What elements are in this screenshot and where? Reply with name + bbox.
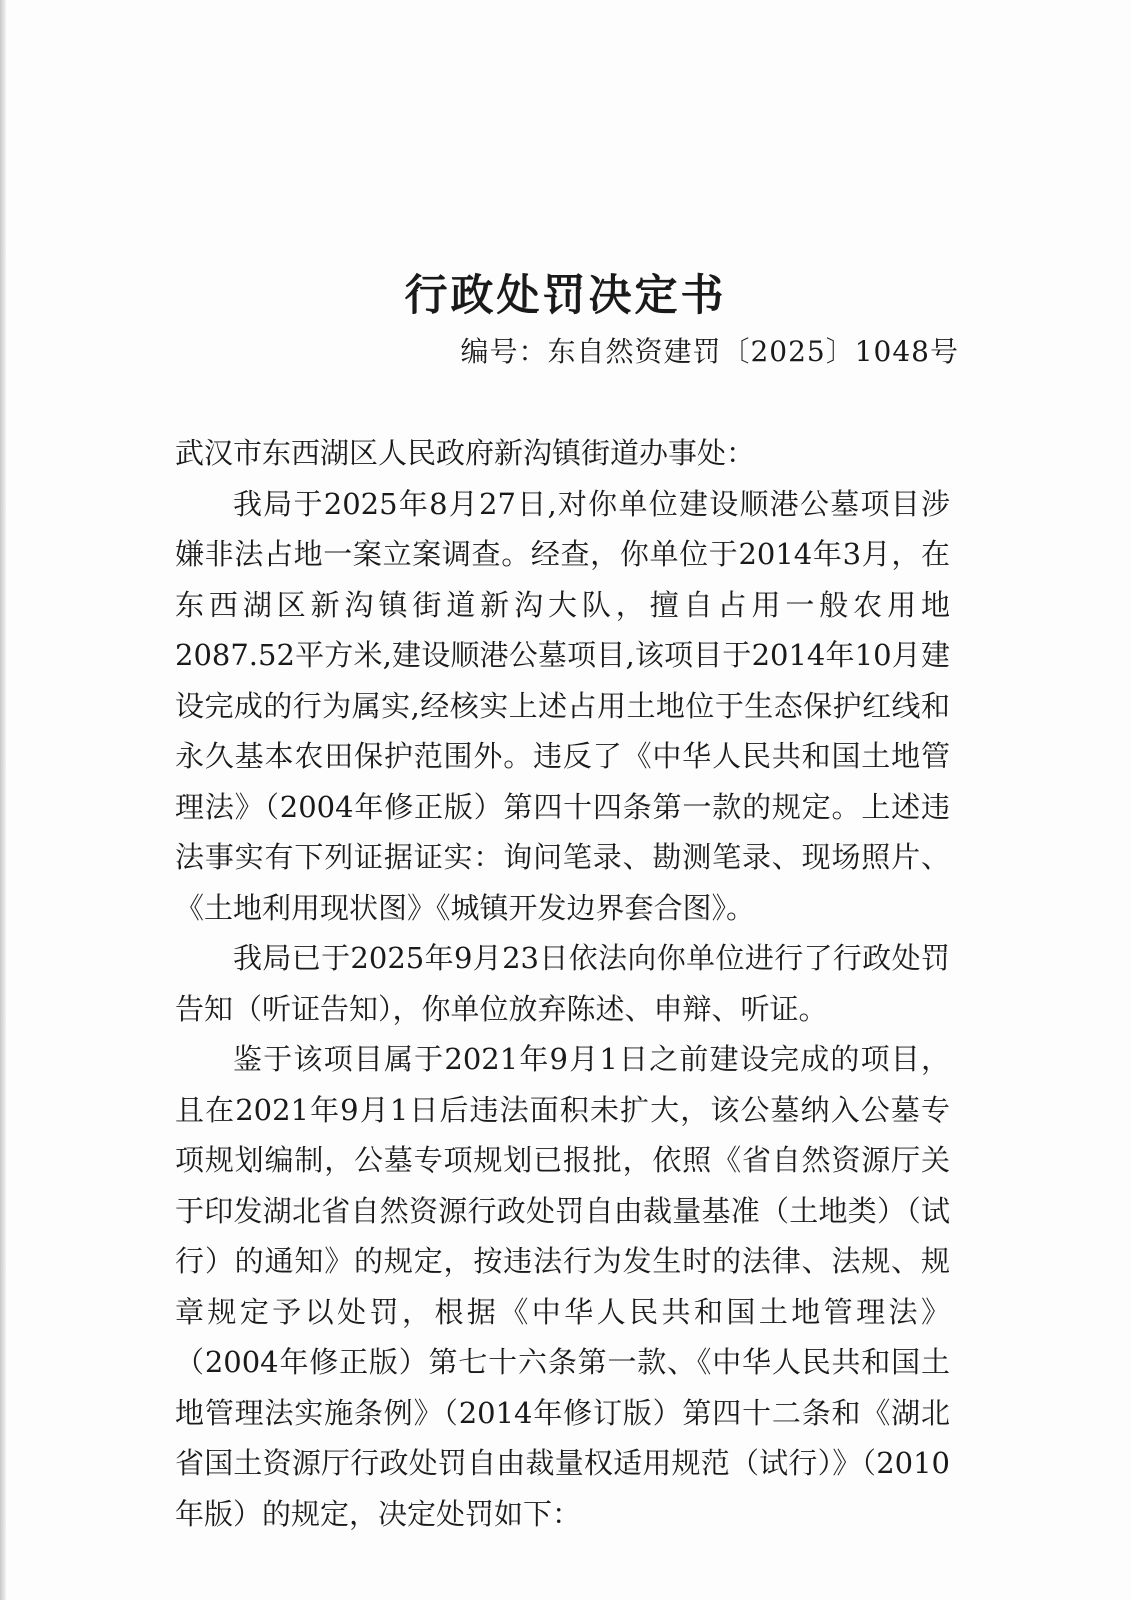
scan-edge [0, 0, 6, 1600]
paragraph-decision-basis: 鉴于该项目属于2021年9月1日之前建设完成的项目，且在2021年9月1日后违法面积未扩大，该公墓纳入公墓专项规划编制，公墓专项规划已报批，依照《省自然资源厅关于印发湖北省自然资源行政处罚自由裁量基准（土地类）（试行）的通知》的规定，按违法行为发生时的法律、法规、规章规定予以处罚，根据《中华人民共和国土地管理法》（2004年修正版）第七十六条第一款、《中华人民共和国土地管理法实施条例》（2014年修订版）第四十二条和《湖北省国土资源厅行政处罚自由裁量权适用规范（试行）》（2010年版）的规定，决定处罚如下： [175, 1042, 950, 1531]
document-body [175, 428, 950, 1539]
document-title: 行政处罚决定书 [404, 271, 727, 321]
document-number: 编号：东自然资建罚〔2025〕1048号 [460, 335, 959, 368]
recipient-line: 武汉市东西湖区人民政府新沟镇街道办事处： [175, 436, 756, 470]
paragraph-notification: 我局已于2025年9月23日依法向你单位进行了行政处罚告知（听证告知），你单位放弃陈述、申辩、听证。 [175, 941, 950, 1026]
paragraph-investigation: 我局于2025年8月27日,对你单位建设顺港公墓项目涉嫌非法占地一案立案调查。经查，你单位于2014年3月，在东西湖区新沟镇街道新沟大队，擅自占用一般农用地2087.52平方米,建设顺港公墓项目,该项目于2014年10月建设完成的行为属实,经核实上述占用土地位于生态保护红线和永久基本农田保护范围外。违反了《中华人民共和国土地管理法》（2004年修正版）第四十四条第一款的规定。上述违法事实有下列证据证实：询问笔录、勘测笔录、现场照片、《土地利用现状图》《城镇开发边界套合图》。 [175, 486, 950, 925]
